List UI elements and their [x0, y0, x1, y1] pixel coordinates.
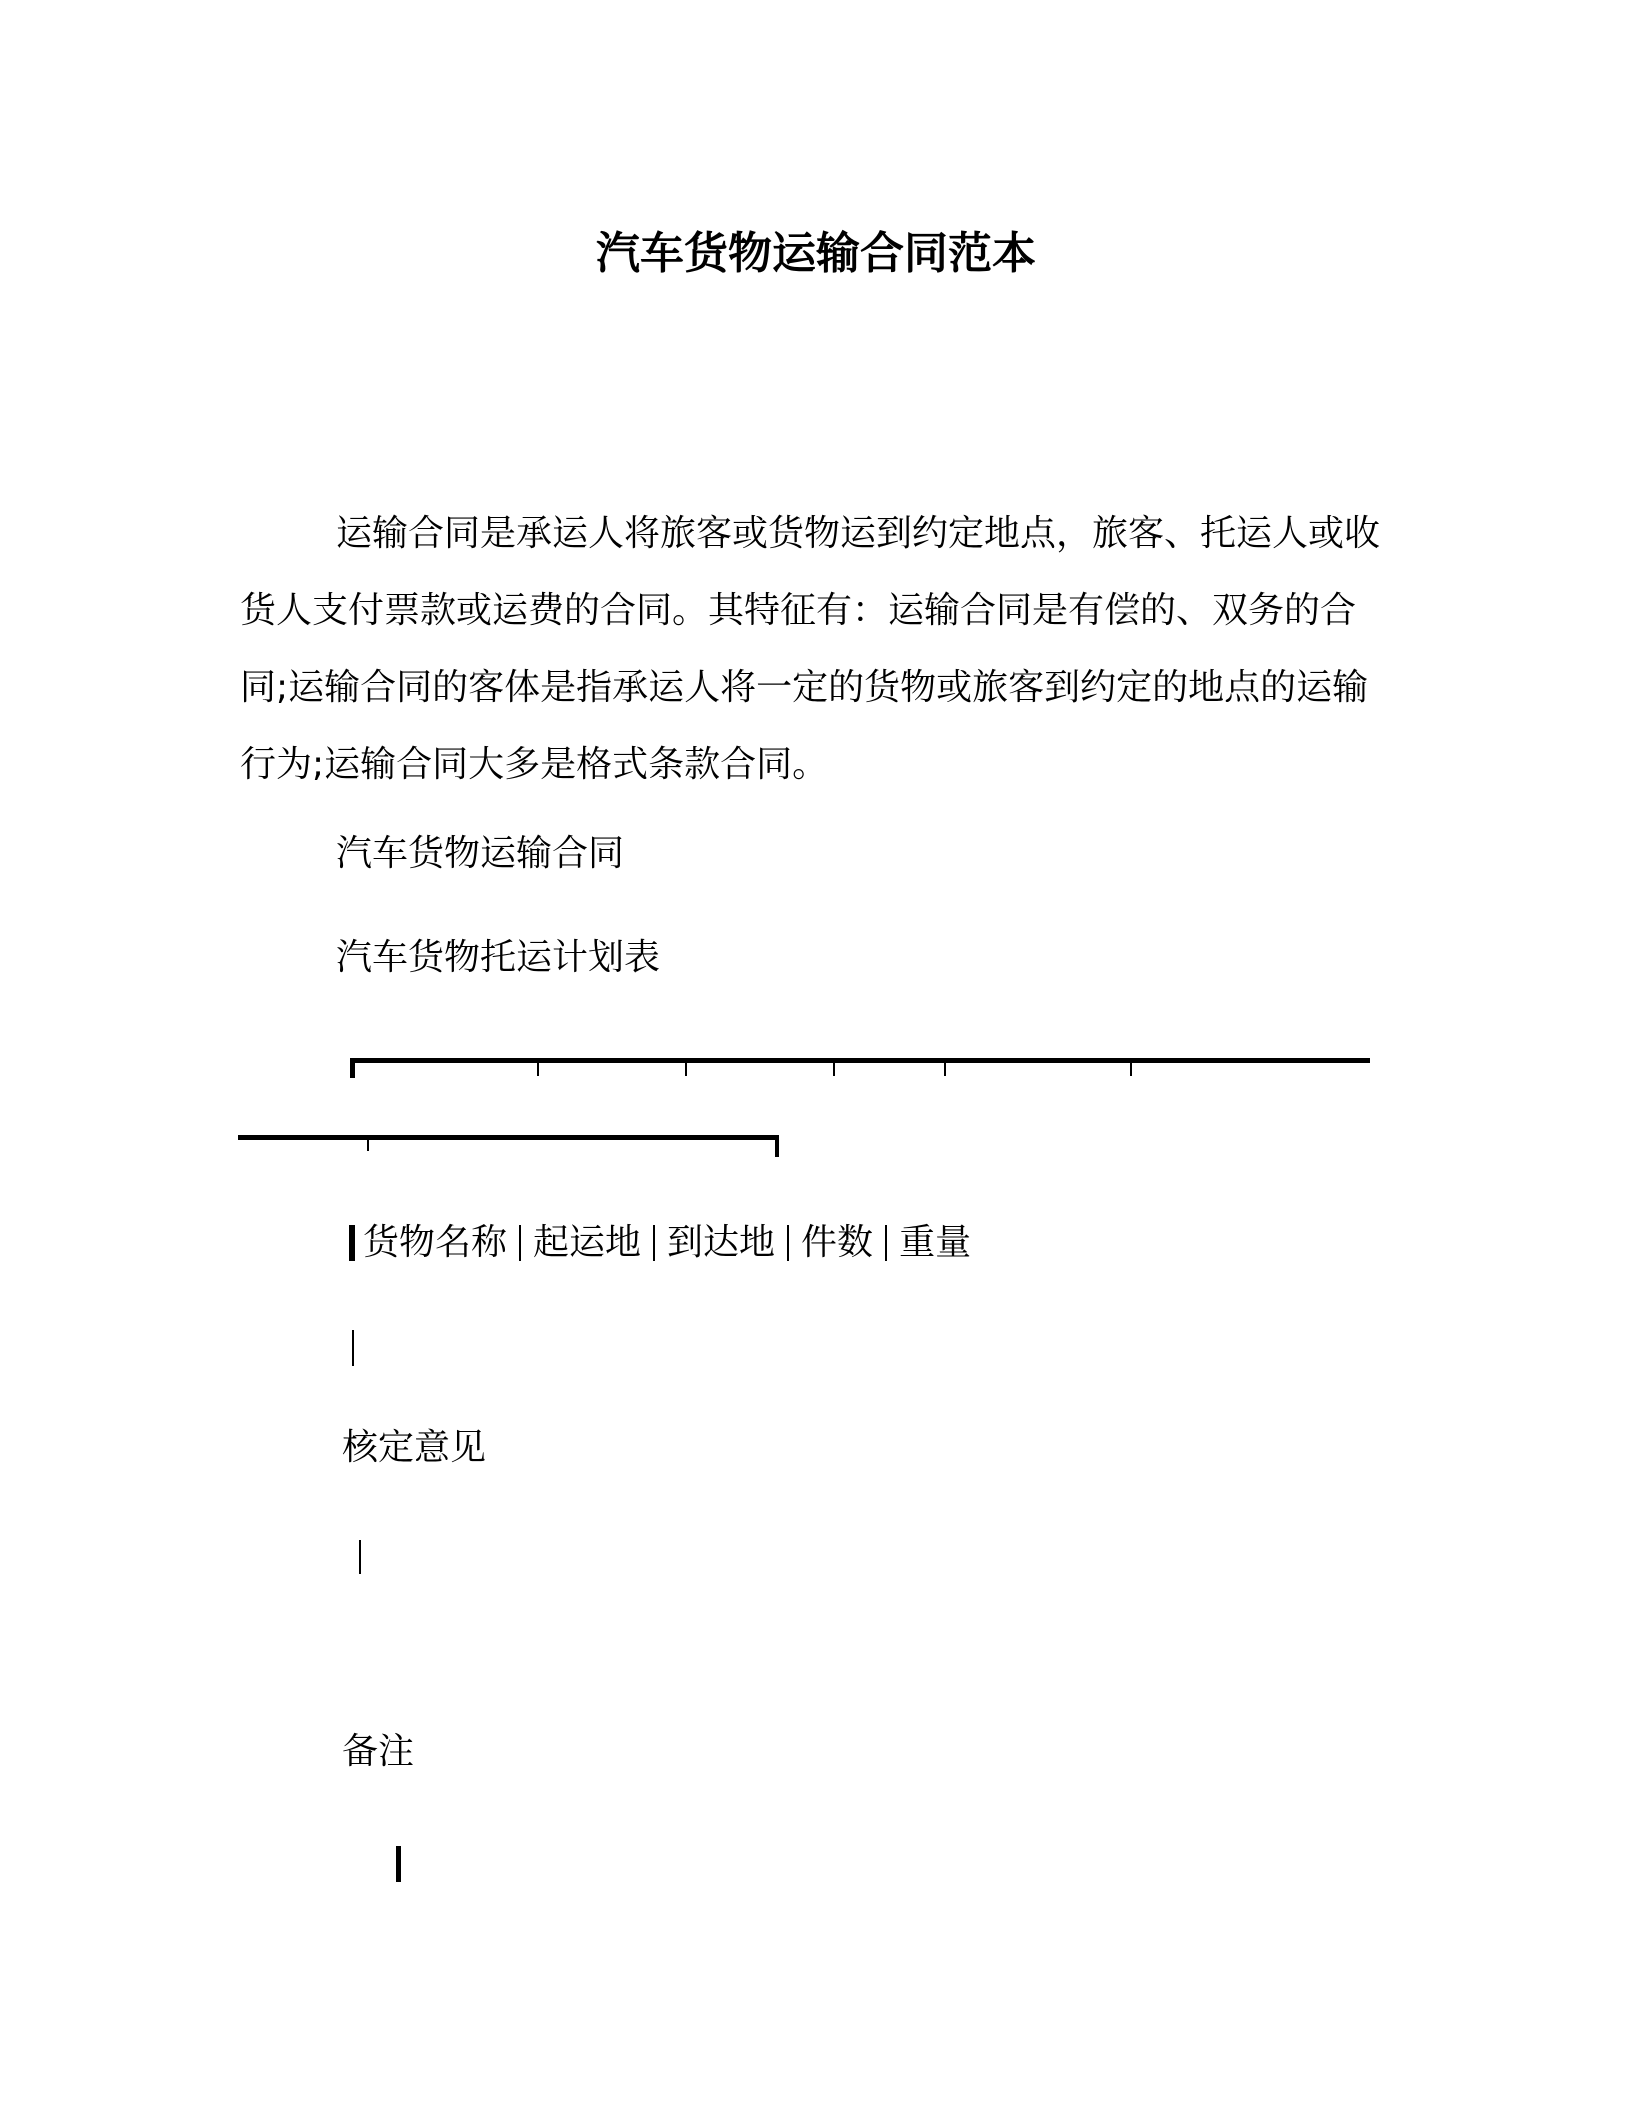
plan-heading: 汽车货物托运计划表	[336, 937, 661, 978]
contract-heading: 汽车货物运输合同	[336, 833, 625, 874]
column-divider-tick	[367, 1135, 369, 1151]
approval-label: 核定意见	[342, 1427, 487, 1468]
column-header: 起运地	[533, 1222, 642, 1263]
document-title: 汽车货物运输合同范本	[596, 228, 1036, 279]
table-left-corner	[350, 1058, 355, 1078]
column-header: 到达地	[667, 1222, 776, 1263]
column-separator	[787, 1225, 789, 1261]
column-divider-tick	[685, 1058, 687, 1076]
table-header-row	[349, 1218, 971, 1268]
column-header: 重量	[899, 1222, 972, 1263]
table-left-border-fragment	[359, 1540, 361, 1574]
column-divider-tick	[537, 1058, 539, 1076]
column-separator	[349, 1225, 355, 1261]
column-divider-tick	[1130, 1058, 1132, 1076]
table-left-border-fragment	[352, 1330, 354, 1366]
column-header: 货物名称	[363, 1222, 508, 1263]
table-second-rule	[238, 1135, 778, 1140]
column-separator	[519, 1225, 521, 1261]
table-top-rule	[350, 1058, 1370, 1063]
column-divider-tick	[944, 1058, 946, 1076]
column-header: 件数	[801, 1222, 874, 1263]
intro-paragraph: 运输合同是承运人将旅客或货物运到约定地点，旅客、托运人或收货人支付票款或运费的合同。其特征有：运输合同是有偿的、双务的合同;运输合同的客体是指承运人将一定的货物或旅客到约定的地点的运输行为;运输合同大多是格式条款合同。	[240, 513, 1381, 785]
table-right-corner	[775, 1135, 779, 1157]
remarks-label: 备注	[342, 1731, 415, 1772]
column-separator	[653, 1225, 655, 1261]
column-divider-tick	[833, 1058, 835, 1076]
table-left-border-fragment	[396, 1846, 401, 1882]
column-separator	[885, 1225, 887, 1261]
